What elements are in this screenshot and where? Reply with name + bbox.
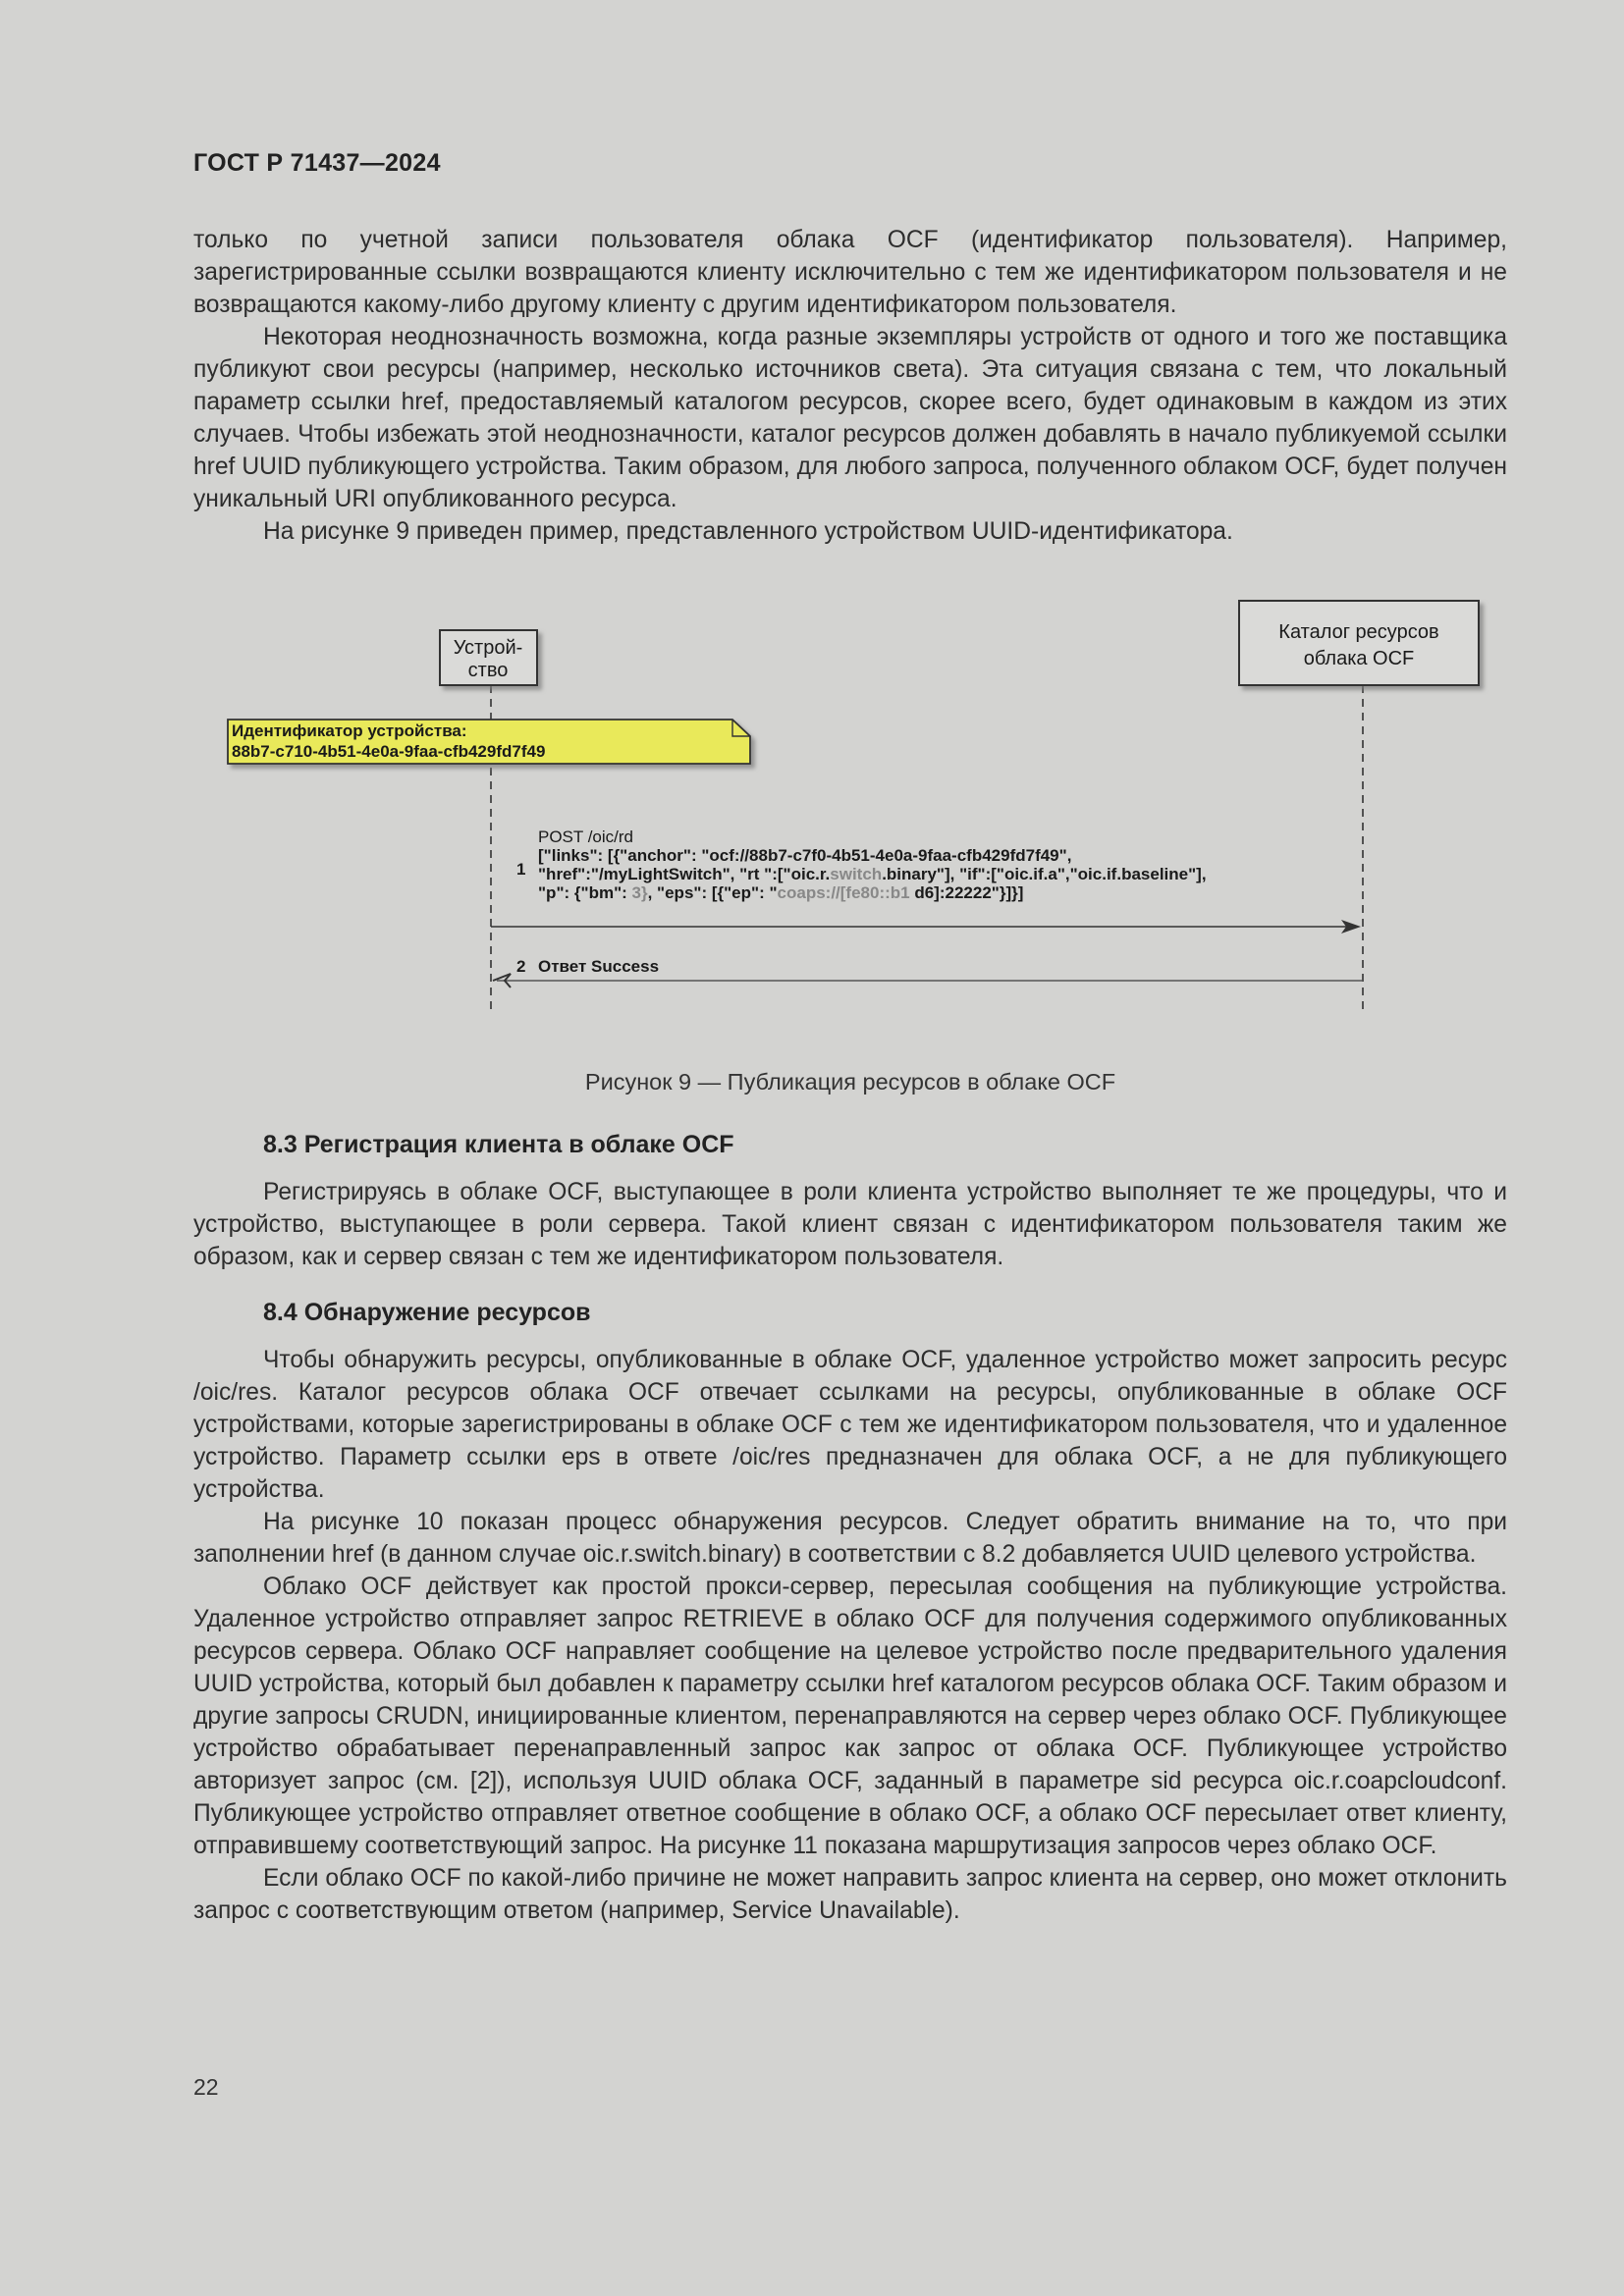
participant-catalog-label: облака OCF xyxy=(1303,648,1415,669)
message-text: "p": {"bm": 3}, "eps": [{"ep": "coaps://[fe80::b1 d6]:22222"}]}] xyxy=(538,883,1024,902)
participant-device-label: ство xyxy=(467,660,509,681)
paragraph: Облако OCF действует как простой прокси-сервер, пересылая сообщения на публикующие устройства. Удаленное устройство отправляет запрос RETRIEVE в облако OCF для получения содержимого опубликованных ресурсов сервера. Облако OCF направляет сообщение на целевое устройство после предварительного удаления UUID устройства, который был добавлен к параметру ссылки href каталогом ресурсов облака OCF. Таким образом и другие запросы CRUDN, инициированные клиентом, перенаправляются на сервер через облако OCF. Публикующее устройство обрабатывает перенаправленный запрос как запрос от облака OCF. Публикующее устройство авторизует запрос (см. [2]), используя UUID облака OCF, заданный в параметре sid ресурса oic.r.coapcloudconf. Публикующее устройство отправляет ответное сообщение в облако OCF, а облако OCF пересылает ответ клиенту, отправившему соответствующий запрос. На рисунке 11 показана маршрутизация запросов через облако OCF. xyxy=(193,1574,1507,1859)
message-2 xyxy=(493,957,1363,988)
paragraph: На рисунке 10 показан процесс обнаружения ресурсов. Следует обратить внимание на то, что при заполнении href (в данном случае oic.r.switch.binary) в соответствии с 8.2 добавляется UUID целевого устройства. xyxy=(193,1509,1507,1568)
paragraph: только по учетной записи пользователя облака OCF (идентификатор пользователя). Например, зарегистрированные ссылки возвращаются клиенту исключительно с тем же идентификатором пользователя и не возвращаются какому-либо другому клиенту с другим идентификатором пользователя. xyxy=(193,227,1507,318)
paragraph: На рисунке 9 приведен пример, представленного устройством UUID-идентификатора. xyxy=(263,518,1233,545)
participant-device-label: Устрой- xyxy=(453,637,523,659)
message-number: 1 xyxy=(516,860,526,879)
paragraph: Если облако OCF по какой-либо причине не может направить запрос клиента на сервер, оно может отклонить запрос с соответствующим ответом (например, Service Unavailable). xyxy=(193,1865,1507,1924)
message-number: 2 xyxy=(516,957,526,976)
sequence-diagram xyxy=(0,0,1624,1041)
message-text: "href":"/myLightSwitch", "rt ":["oic.r.switch.binary"], "if":["oic.if.a","oic.if.baseline"], xyxy=(538,865,1207,883)
message-text: ["links": [{"anchor": "ocf://88b7-c7f0-4b51-4e0a-9faa-cfb429fd7f49", xyxy=(538,846,1072,865)
section-8-4-text xyxy=(193,1344,1507,1927)
device-id-note xyxy=(228,720,750,764)
participant-catalog xyxy=(1239,601,1479,685)
message-text: POST /oic/rd xyxy=(538,828,633,846)
note-label: Идентификатор устройства: xyxy=(232,721,467,740)
paragraph: Некоторая неоднозначность возможна, когда разные экземпляры устройств от одного и того же поставщика публикуют свои ресурсы (например, несколько источников света). Эта ситуация связана с тем, что локальный параметр ссылки href, предоставляемый каталогом ресурсов, скорее всего, будет одинаковым в каждом из этих случаев. Чтобы избежать этой неоднозначности, каталог ресурсов должен добавлять в начало публикуемой ссылки href UUID публикующего устройства. Таким образом, для любого запроса, полученного облаком OCF, будет получен уникальный URI опубликованного ресурса. xyxy=(193,324,1507,512)
note-uuid: 88b7-c710-4b51-4e0a-9faa-cfb429fd7f49 xyxy=(232,742,546,761)
participant-catalog-label: Каталог ресурсов xyxy=(1278,621,1439,643)
section-8-3-text xyxy=(193,1176,1507,1273)
message-1 xyxy=(491,828,1361,934)
section-heading-8-3: 8.3 Регистрация клиента в облаке OCF xyxy=(263,1131,734,1158)
section-heading-8-4: 8.4 Обнаружение ресурсов xyxy=(263,1299,591,1326)
paragraph: Чтобы обнаружить ресурсы, опубликованные в облаке OCF, удаленное устройство может запросить ресурс /oic/res. Каталог ресурсов облака OCF отвечает ссылками на ресурсы, опубликованные в облаке OCF устройствами, которые зарегистрированы в облаке OCF с тем же идентификатором пользователя, что и удаленное устройство. Параметр ссылки eps в ответе /oic/res предназначен для облака OCF, а не для публикующего устройства. xyxy=(193,1347,1507,1503)
figure-caption: Рисунок 9 — Публикация ресурсов в облаке OCF xyxy=(584,1069,1116,1095)
page-header: ГОСТ Р 71437—2024 xyxy=(193,149,441,177)
message-text: Ответ Success xyxy=(538,957,660,976)
participant-device xyxy=(440,630,537,685)
page-number: 22 xyxy=(193,2074,219,2100)
paragraph: Регистрируясь в облаке OCF, выступающее в роли клиента устройство выполняет те же процедуры, что и устройство, выступающее в роли сервера. Такой клиент связан с идентификатором пользователя таким же образом, как и сервер связан с тем же идентификатором пользователя. xyxy=(193,1179,1507,1270)
